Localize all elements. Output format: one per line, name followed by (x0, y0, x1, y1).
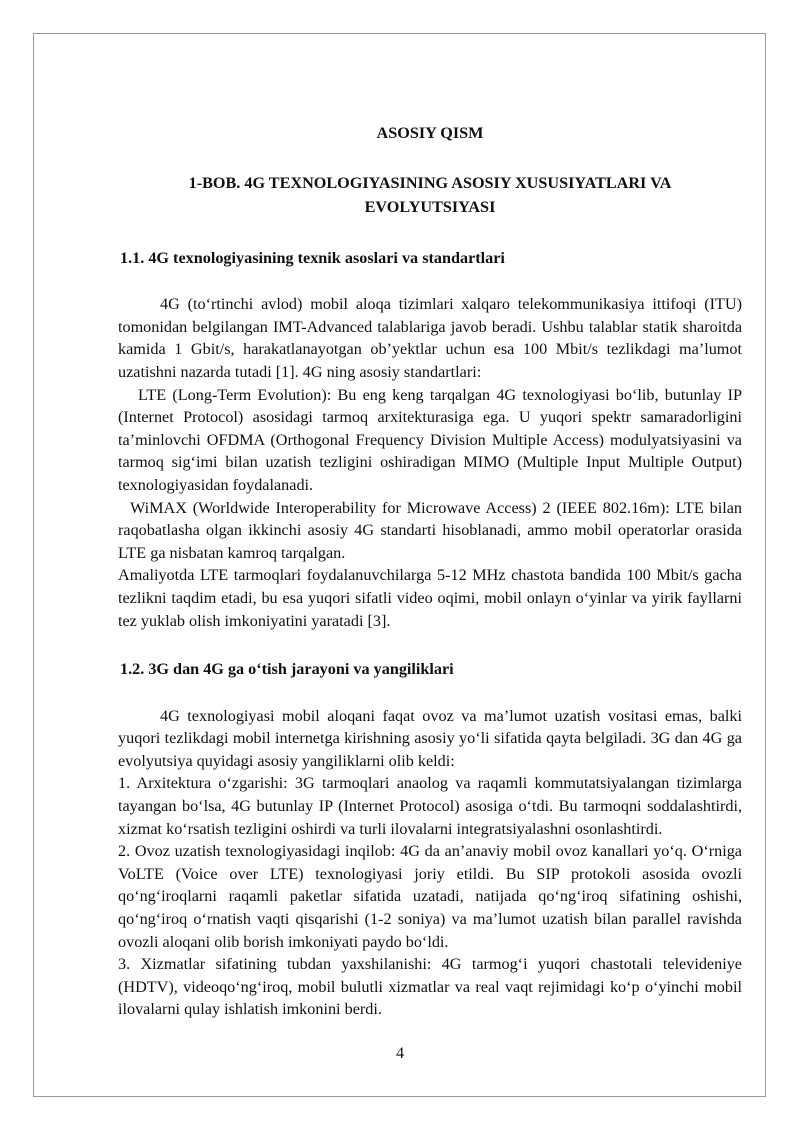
document-body (118, 118, 742, 1021)
section-2-list-item-3: 3. Xizmatlar sifatining tubdan yaxshilanishi: 4G tarmog‘i yuqori chastotali televideniye (HDTV), videoqo‘ng‘iroq, mobil bulutli xizmatlar va real vaqt rejimidagi ko‘p o‘yinchi mobil ilovalarni qulay ishlatish imkonini berdi. (118, 955, 742, 1019)
section-2-list-item-1: 1. Arxitektura o‘zgarishi: 3G tarmoqlari anaolog va raqamli kommutatsiyalangan tizimlarga tayangan bo‘lsa, 4G butunlay IP (Internet Protocol) asosiga o‘tdi. Bu tarmoqni soddalashtirdi, xizmat ko‘rsatish tezligini oshirdi va turli ilovalarni integratsiyalashni osonlashtirdi. (118, 774, 742, 838)
section-1-paragraph-wimax: WiMAX (Worldwide Interoperability for Microwave Access) 2 (IEEE 802.16m): LTE bilan raqobatlasha olgan ikkinchi asosiy 4G standarti hisoblanadi, ammo mobil operatorlar orasida LTE ga nisbatan kamroq tarqalgan. (118, 498, 742, 562)
main-heading: ASOSIY QISM (376, 124, 484, 142)
page-number: 4 (395, 1044, 405, 1062)
section-1-paragraph-practice: Amaliyotda LTE tarmoqlari foydalanuvchilarga 5-12 MHz chastota bandida 100 Mbit/s gacha tezlikni taqdim etadi, bu esa yuqori sifatli video oqimi, mobil onlayn o‘yinlar va yirik fayllarni tez yuklab olish imkoniyatini yaratadi [3]. (118, 566, 742, 630)
section-2-title: 1.2. 3G dan 4G ga o‘tish jarayoni va yangiliklari (120, 660, 454, 679)
section-2-paragraph-1: 4G texnologiyasi mobil aloqani faqat ovoz va ma’lumot uzatish vositasi emas, balki yuqori tezlikdagi mobil internetga kirishning asosiy yo‘li sifatida qayta belgiladi. 3G dan 4G ga evolyutsiya quyidagi asosiy yangiliklarni olib keldi: (118, 706, 742, 770)
section-1-paragraph-1: 4G (to‘rtinchi avlod) mobil aloqa tizimlari xalqaro telekommunikasiya ittifoqi (ITU) tomonidan belgilangan IMT-Advanced talablariga javob beradi. Ushbu talablar statik sharoitda kamida 1 Gbit/s, harakatlanayotgan ob’yektlar uchun esa 100 Mbit/s tezlikdagi ma’lumot uzatishni nazarda tutadi [1]. 4G ning asosiy standartlari: (118, 295, 742, 381)
chapter-title: 1-BOB. 4G TEXNOLOGIYASINING ASOSIY XUSUSIYATLARI VA EVOLYUTSIYASI (188, 173, 672, 216)
section-1-paragraph-lte: LTE (Long-Term Evolution): Bu eng keng tarqalgan 4G texnologiyasi bo‘lib, butunlay IP (Internet Protocol) asosidagi tarmoq arxitekturasiga ega. U yuqori spektr samaradorligini ta’minlovchi OFDMA (Orthogonal Frequency Division Multiple Access) modulyatsiyasini va tarmoq sig‘imi bilan uzatish tezligini oshiradigan MIMO (Multiple Input Multiple Output) texnologiyasidan foydalanadi. (118, 385, 742, 494)
section-2-list-item-2: 2. Ovoz uzatish texnologiyasidagi inqilob: 4G da an’anaviy mobil ovoz kanallari yo‘q. O‘rniga VoLTE (Voice over LTE) texnologiyasi joriy etildi. Bu SIP protokoli asosida ovozli qo‘ng‘iroqlarni raqamli paketlar sifatida uzatadi, natijada qo‘ng‘iroq sifatining oshishi, qo‘ng‘iroq o‘rnatish vaqti qisqarishi (1-2 soniya) va ma’lumot uzatish bilan parallel ravishda ovozli aloqani olib borish imkoniyati paydo bo‘ldi. (118, 842, 742, 951)
section-1-title: 1.1. 4G texnologiyasining texnik asoslari va standartlari (120, 248, 505, 267)
